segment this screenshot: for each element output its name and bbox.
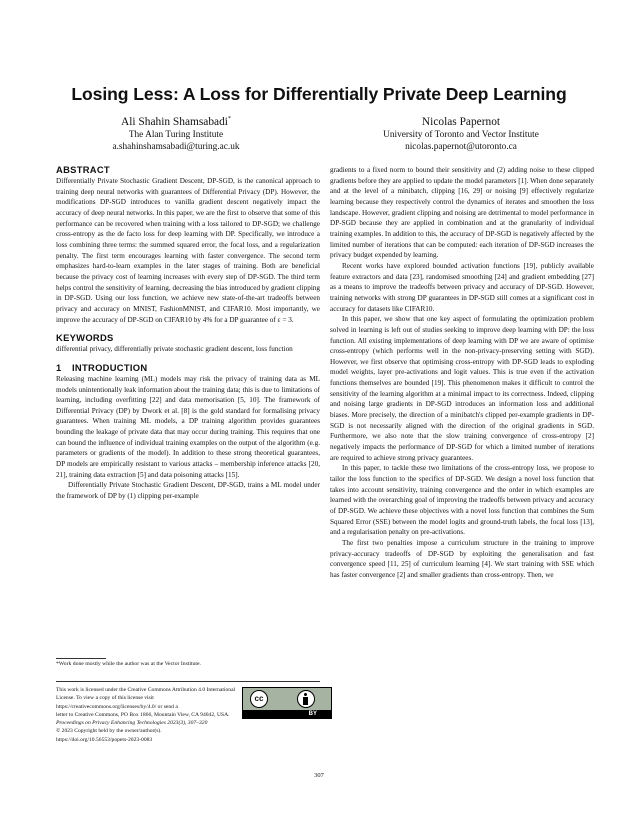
author-block xyxy=(331,112,591,153)
footnote: *Work done mostly while the author was at the Vector Institute. xyxy=(56,661,201,667)
proceedings-line: Proceedings on Privacy Enhancing Technologies 2023(3), 307–320 xyxy=(56,720,208,727)
page-number: 307 xyxy=(314,772,324,779)
copyright-line: © 2023 Copyright held by the owner/author(s). xyxy=(56,728,162,735)
right-column xyxy=(330,165,594,581)
author-block xyxy=(46,112,306,153)
badge-label: BY xyxy=(308,711,317,717)
section-heading-introduction xyxy=(56,361,320,374)
abstract-text: Differentially Private Stochastic Gradient Descent, DP-SGD, is the canonical approach to training deep neural networks with guarantees of Differential Privacy (DP). However, the modifications DP-SGD introduces to vanilla gradient descent negatively impact the accuracy of deep neural networks. In this paper, we are the first to observe that some of this performance can be recovered when training with a loss tailored to DP-SGD; we challenge cross-entropy as the de facto loss for deep learning with DP. Specifically, we introduce a loss combining three terms: the summed squared error, the focal loss, and a regularization penalty. The first term encourages learning with faster convergence. The second term emphasizes hard-to-learn examples in the later stages of training. Both are beneficial because the privacy cost of learning increases with every step of DP-SGD. The third term helps control the sensitivity of learning, decreasing the bias introduced by gradient clipping in DP-SGD. Using our loss function, we achieve new state-of-the-art tradeoffs between privacy and accuracy on MNIST, FashionMNIST, and CIFAR10. Most importantly, we improve the accuracy of DP-SGD on CIFAR10 by 4% for a DP guarantee of ε = 3. xyxy=(56,177,320,324)
intro-paragraph: Differentially Private Stochastic Gradient Descent, DP-SGD, trains a ML model under the framework of DP by (1) clipping per-example xyxy=(56,481,320,501)
author-name: Ali Shahin Shamsabadi xyxy=(121,115,228,128)
license-text: letter to Creative Commons, PO Box 1866, Mountain View, CA 94042, USA. xyxy=(56,711,230,718)
author-email: nicolas.papernot@utoronto.ca xyxy=(405,142,517,153)
intro-paragraph: Releasing machine learning (ML) models may risk the privacy of training data as ML models unintentionally leak information about the training data; this is due to limitations of learning, including overfitting [22] and data memorisation [5, 10]. The framework of Differential Privacy (DP) by Dwork et al. [8] is the gold standard for formalising privacy guarantees. When training ML models, a DP training algorithm provides guarantees bounding the leakage of private data that may occur during training. This requires that one can bound the influence of individual training examples on the output of the algorithm (e.g. parameters or gradients of the model). In addition to these strong theoretical guarantees, DP models are empirically resistant to various attacks – membership inference attacks [20, 21], training data extraction [5] and data poisoning attacks [15]. xyxy=(56,374,320,479)
section-title: INTRODUCTION xyxy=(72,361,148,373)
attribution-person-icon xyxy=(297,690,315,708)
body-paragraph: In this paper, to tackle these two limitations of the cross-entropy loss, we propose to tailor the loss function to the specifics of DP-SGD. We design a novel loss function that takes into account sensitivity, training convergence and the order in which examples are learned with the overarching goal of improving the tradeoffs between privacy and accuracy of DP-SGD. We achieve these objectives with a novel loss function that combines the Sum Squared Error (SSE) between the model logits and ground-truth labels, the focal loss [13], and a regularisation penalty on pre-activations. xyxy=(330,464,594,537)
author-affiliation: The Alan Turing Institute xyxy=(128,129,224,140)
body-paragraph: In this paper, we show that one key aspect of formulating the optimization problem solved in learning is left out of studies seeking to improve deep learning with DP: the loss function. All existing implementations of deep learning with DP we are aware of optimise cross-entropy (which performs well in the non-privacy-preserving setting with SGD). However, we first observe that optimising cross-entropy with DP-SGD leads to exploding model weights, layer pre-activations and logit values. This is true even if the activation functions themselves are bounded [19]. This phenomenon makes it difficult to control the sensitivity of the learning algorithm at a minimal impact to its correctness. Indeed, clipping and noising large gradients in DP-SGD introduces an information loss and additional biases. More precisely, the direction of a minibatch's clipped per-example gradients in DP-SGD is not necessarily aligned with the direction of the original gradients in SGD. Furthermore, we also note that the slow training convergence of cross-entropy [2] negatively impacts the performance of DP-SGD for which a limited number of iterations are required to achieve strong privacy guarantees. xyxy=(330,315,594,462)
keywords-heading: KEYWORDS xyxy=(56,332,114,344)
license-block xyxy=(56,681,320,744)
author-name: Nicolas Papernot xyxy=(421,115,501,128)
body-paragraph: The first two penalties impose a curriculum structure in the training to improve privacy-accuracy tradeoffs of DP-SGD by exploiting the generalisation and fast convergence speed [11, 25] of curriculum learning [4]. We start training with SSE which has faster convergence [2] and smaller gradients than cross-entropy. Then, we xyxy=(330,538,594,579)
author-affiliation: University of Toronto and Vector Institute xyxy=(383,129,539,140)
paper-title: Losing Less: A Loss for Differentially Private Deep Learning xyxy=(71,84,567,104)
cc-icon: cc xyxy=(250,690,268,708)
section-number: 1 xyxy=(56,361,62,373)
author-footnote-mark: * xyxy=(227,116,231,122)
footnote-rule xyxy=(56,658,106,659)
license-text: This work is licensed under the Creative Commons Attribution 4.0 International License. To view a copy of this license visit https://creativecommons.org/licenses/by/4.0/ or send a xyxy=(56,687,236,710)
author-email: a.shahinshamsabadi@turing.ac.uk xyxy=(112,142,240,153)
body-paragraph: Recent works have explored bounded activation functions [19], publicly available feature extractors and data [23], randomised smoothing [24] and gradient embedding [27] as a means to improve the tradeoffs between privacy and accuracy of DP-SGD. However, training networks with strong DP guarantees in DP-SGD still comes at a significant cost in accuracy for datasets like CIFAR10. xyxy=(330,261,594,313)
cc-by-license-badge[interactable] xyxy=(242,687,332,719)
left-column xyxy=(56,163,320,502)
body-paragraph: gradients to a fixed norm to bound their sensitivity and (2) adding noise to these clipped gradients before they are applied to update the model parameters [1]. When done separately and at the level of a minibatch, clipping [16, 29] or noising [9] effectively regularize learning because they respectively control the dynamics of iterates and smoothen the loss landscape. However, gradient clipping and noising are detrimental to model performance in DP-SGD because they are applied in combination and at the granularity of individual training examples. In addition to this, the accuracy of DP-SGD is negatively affected by the limited number of iterations that can be computed: each iteration of DP-SGD increases the privacy budget expended by learning. xyxy=(330,166,594,260)
doi-link[interactable]: https://doi.org/10.56553/popets-2023-0083 xyxy=(56,736,153,743)
keywords-text: differential privacy, differentially private stochastic gradient descent, loss function xyxy=(56,345,293,354)
abstract-heading: ABSTRACT xyxy=(56,164,110,175)
